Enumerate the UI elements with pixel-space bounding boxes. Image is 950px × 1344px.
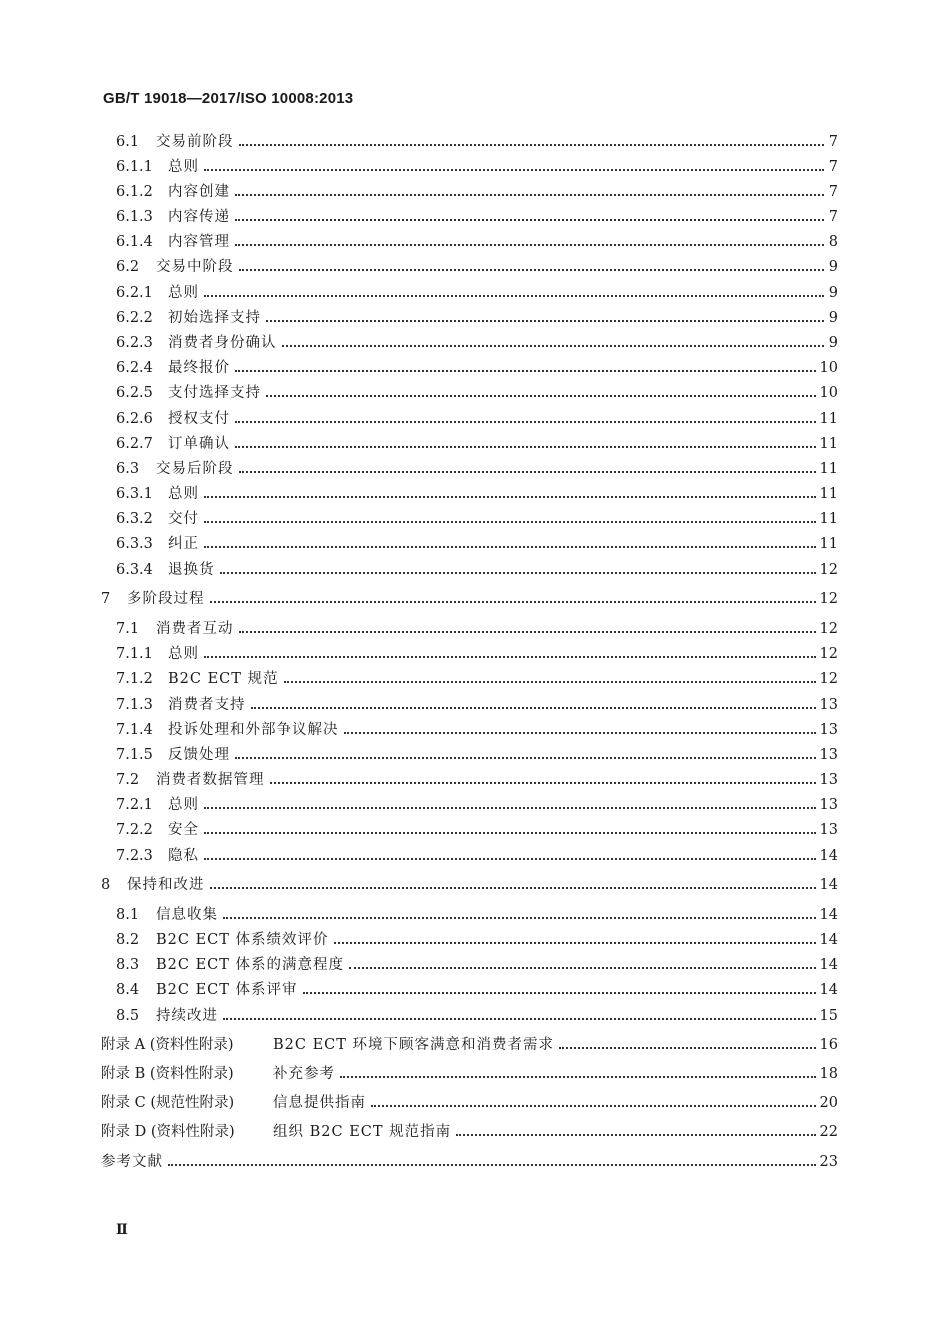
toc-entry-page: 14: [819, 848, 838, 864]
toc-entry-page: 14: [819, 907, 838, 923]
toc-entry-number: 7.2.3: [116, 848, 153, 864]
toc-entry-title: 支付选择支持: [168, 385, 261, 401]
toc-entry-number: 附录 A (资料性附录): [101, 1037, 234, 1053]
toc-entry[interactable]: [116, 207, 838, 227]
toc-entry-number: 6.1: [116, 134, 140, 150]
toc-entry-number: 6.1.4: [116, 234, 153, 250]
dot-leader: [235, 446, 816, 448]
toc-entry-number: 6.1.3: [116, 209, 153, 225]
page-number-roman: Ⅱ: [116, 1222, 128, 1238]
toc-entry-page: 12: [819, 646, 838, 662]
toc-entry-number: 6.2.7: [116, 436, 153, 452]
toc-entry-page: 13: [819, 822, 838, 838]
toc-entry-title: B2C ECT 体系评审: [156, 982, 298, 998]
toc-entry-title: 交付: [168, 511, 199, 527]
toc-entry-number: 附录 C (规范性附录): [101, 1095, 235, 1111]
toc-entry[interactable]: [116, 358, 838, 378]
toc-entry[interactable]: [116, 333, 838, 353]
toc-entry[interactable]: [116, 695, 838, 715]
toc-entry-title: B2C ECT 体系绩效评价: [156, 932, 329, 948]
toc-entry-page: 13: [819, 797, 838, 813]
dot-leader: [204, 295, 824, 297]
toc-entry[interactable]: [116, 955, 838, 975]
toc-entry-number: 8.1: [116, 907, 140, 923]
toc-entry-title: 交易后阶段: [156, 461, 234, 477]
toc-entry-title: 消费者互动: [156, 621, 234, 637]
dot-leader: [340, 1076, 816, 1078]
toc-entry-page: 13: [819, 772, 838, 788]
dot-leader: [204, 496, 816, 498]
dot-leader: [239, 471, 816, 473]
toc-entry-title: 补充参考: [273, 1066, 335, 1082]
toc-entry-title: 总则: [168, 646, 199, 662]
toc-entry-page: 23: [819, 1154, 838, 1170]
toc-entry-number: 7: [101, 591, 111, 607]
toc-entry-title: 总则: [168, 486, 199, 502]
toc-entry-title: B2C ECT 体系的满意程度: [156, 957, 345, 973]
toc-entry-page: 20: [819, 1095, 838, 1111]
dot-leader: [270, 782, 816, 784]
toc-entry-title: 安全: [168, 822, 199, 838]
toc-entry-title: 总则: [168, 797, 199, 813]
toc-entry-title: 信息提供指南: [273, 1095, 366, 1111]
dot-leader: [235, 194, 824, 196]
toc-entry-number: 6.2.5: [116, 385, 153, 401]
toc-entry[interactable]: [101, 1152, 838, 1172]
toc-entry-number: 6.2.4: [116, 360, 153, 376]
toc-entry-number: 7.1.1: [116, 646, 153, 662]
toc-entry-page: 13: [819, 722, 838, 738]
toc-entry-number: 6.3.3: [116, 536, 153, 552]
toc-entry-number: 附录 B (资料性附录): [101, 1066, 234, 1082]
toc-entry-number: 8.3: [116, 957, 140, 973]
toc-entry-title: 订单确认: [168, 436, 230, 452]
toc-entry-number: 6.3: [116, 461, 140, 477]
toc-entry[interactable]: [116, 383, 838, 403]
toc-entry-title: 授权支付: [168, 411, 230, 427]
toc-entry[interactable]: [116, 409, 838, 429]
toc-entry-page: 14: [819, 957, 838, 973]
toc-entry-number: 6.2.2: [116, 310, 153, 326]
dot-leader: [371, 1105, 816, 1107]
toc-entry-title: 内容管理: [168, 234, 230, 250]
dot-leader: [204, 656, 816, 658]
toc-entry-number: 7.1: [116, 621, 140, 637]
toc-entry-page: 10: [819, 385, 838, 401]
toc-entry-page: 13: [819, 747, 838, 763]
toc-entry-number: 6.1.2: [116, 184, 153, 200]
dot-leader: [282, 345, 825, 347]
toc-entry[interactable]: [116, 509, 838, 529]
toc-entry[interactable]: [116, 820, 838, 840]
toc-entry[interactable]: [116, 846, 838, 866]
dot-leader: [239, 144, 825, 146]
toc-entry-title: B2C ECT 环境下顾客满意和消费者需求: [273, 1037, 555, 1053]
standard-header: GB/T 19018—2017/ISO 10008:2013: [103, 90, 354, 107]
toc-entry[interactable]: [101, 1064, 838, 1084]
toc-entry-title: 纠正: [168, 536, 199, 552]
toc-entry-title: 信息收集: [156, 907, 218, 923]
toc-entry-page: 18: [819, 1066, 838, 1082]
toc-entry[interactable]: [116, 930, 838, 950]
toc-entry-title: 初始选择支持: [168, 310, 261, 326]
toc-entry-title: 隐私: [168, 848, 199, 864]
toc-entry[interactable]: [116, 534, 838, 554]
toc-entry-title: 交易前阶段: [156, 134, 234, 150]
toc-entry-page: 11: [819, 461, 838, 477]
toc-entry-page: 22: [819, 1124, 838, 1140]
toc-entry-title: 内容传递: [168, 209, 230, 225]
dot-leader: [210, 887, 816, 889]
toc-entry[interactable]: [116, 182, 838, 202]
dot-leader: [204, 169, 824, 171]
toc-entry-page: 7: [828, 184, 838, 200]
toc-entry[interactable]: [101, 589, 838, 609]
toc-entry-number: 7.2: [116, 772, 140, 788]
toc-entry-title: 持续改进: [156, 1008, 218, 1024]
toc-entry-title: 反馈处理: [168, 747, 230, 763]
toc-entry-page: 14: [819, 982, 838, 998]
toc-entry-number: 7.1.2: [116, 671, 153, 687]
toc-entry-number: 7.2.1: [116, 797, 153, 813]
toc-entry-title: 多阶段过程: [127, 591, 205, 607]
toc-entry[interactable]: [116, 459, 838, 479]
toc-entry[interactable]: [116, 770, 838, 790]
dot-leader: [204, 858, 816, 860]
toc-entry-title: 交易中阶段: [156, 259, 234, 275]
dot-leader: [235, 219, 824, 221]
dot-leader: [204, 832, 816, 834]
toc-entry-page: 7: [828, 159, 838, 175]
toc-entry-title: 参考文献: [101, 1154, 163, 1170]
toc-entry-title: 最终报价: [168, 360, 230, 376]
dot-leader: [284, 681, 816, 683]
toc-entry[interactable]: [116, 157, 838, 177]
toc-entry-number: 6.3.2: [116, 511, 153, 527]
toc-entry[interactable]: [101, 1122, 838, 1142]
dot-leader: [239, 269, 825, 271]
dot-leader: [235, 421, 816, 423]
toc-entry-page: 11: [819, 411, 838, 427]
dot-leader: [210, 601, 816, 603]
toc-entry-number: 7.1.3: [116, 697, 153, 713]
toc-entry-title: 消费者数据管理: [156, 772, 265, 788]
dot-leader: [251, 707, 816, 709]
toc-entry-title: 总则: [168, 159, 199, 175]
toc-entry[interactable]: [116, 560, 838, 580]
dot-leader: [334, 942, 816, 944]
dot-leader: [559, 1047, 816, 1049]
toc-entry-number: 6.2.1: [116, 285, 153, 301]
toc-entry-title: 组织 B2C ECT 规范指南: [273, 1124, 452, 1140]
dot-leader: [344, 732, 816, 734]
dot-leader: [266, 320, 824, 322]
dot-leader: [456, 1134, 815, 1136]
toc-entry-number: 6.2.3: [116, 335, 153, 351]
toc-entry-title: 消费者支持: [168, 697, 246, 713]
toc-entry-page: 14: [819, 877, 838, 893]
toc-entry[interactable]: [116, 644, 838, 664]
dot-leader: [204, 521, 816, 523]
toc-entry-title: 消费者身份确认: [168, 335, 277, 351]
dot-leader: [266, 395, 816, 397]
toc-entry-page: 9: [828, 310, 838, 326]
toc-entry-page: 7: [828, 134, 838, 150]
toc-entry[interactable]: [116, 283, 838, 303]
toc-entry-page: 8: [828, 234, 838, 250]
toc-entry[interactable]: [116, 745, 838, 765]
dot-leader: [220, 572, 816, 574]
toc-entry[interactable]: [116, 257, 838, 277]
toc-entry[interactable]: [101, 1093, 838, 1113]
dot-leader: [204, 546, 816, 548]
toc-entry[interactable]: [116, 905, 838, 925]
toc-entry[interactable]: [101, 1035, 838, 1055]
toc-entry-title: 退换货: [168, 562, 215, 578]
toc-entry-page: 9: [828, 335, 838, 351]
toc-entry-page: 10: [819, 360, 838, 376]
toc-entry-number: 7.1.5: [116, 747, 153, 763]
toc-entry[interactable]: [116, 132, 838, 152]
toc-entry-number: 8: [101, 877, 111, 893]
toc-entry-page: 11: [819, 536, 838, 552]
toc-entry-page: 9: [828, 285, 838, 301]
toc-entry-page: 16: [819, 1037, 838, 1053]
toc-entry-page: 11: [819, 511, 838, 527]
toc-entry[interactable]: [116, 720, 838, 740]
toc-entry-title: 总则: [168, 285, 199, 301]
toc-entry-number: 6.2.6: [116, 411, 153, 427]
toc-entry-number: 6.2: [116, 259, 140, 275]
toc-entry-number: 7.2.2: [116, 822, 153, 838]
toc-entry[interactable]: [116, 1006, 838, 1026]
dot-leader: [204, 807, 816, 809]
toc-entry-title: 内容创建: [168, 184, 230, 200]
toc-entry-page: 12: [819, 621, 838, 637]
toc-entry[interactable]: [116, 669, 838, 689]
toc-entry[interactable]: [116, 484, 838, 504]
toc-entry-number: 6.3.1: [116, 486, 153, 502]
dot-leader: [349, 967, 816, 969]
toc-entry[interactable]: [116, 434, 838, 454]
toc-entry[interactable]: [116, 795, 838, 815]
toc-entry-title: 投诉处理和外部争议解决: [168, 722, 339, 738]
toc-entry[interactable]: [116, 308, 838, 328]
toc-entry-number: 7.1.4: [116, 722, 153, 738]
toc-entry-number: 6.1.1: [116, 159, 153, 175]
dot-leader: [223, 917, 816, 919]
toc-entry-page: 12: [819, 562, 838, 578]
dot-leader: [235, 757, 816, 759]
toc-entry[interactable]: [116, 232, 838, 252]
toc-entry-number: 8.2: [116, 932, 140, 948]
toc-entry-number: 附录 D (资料性附录): [101, 1124, 235, 1140]
dot-leader: [239, 631, 816, 633]
toc-entry[interactable]: [101, 875, 838, 895]
toc-entry-page: 14: [819, 932, 838, 948]
toc-entry-page: 11: [819, 486, 838, 502]
dot-leader: [235, 370, 816, 372]
toc-entry[interactable]: [116, 980, 838, 1000]
dot-leader: [303, 992, 816, 994]
toc-entry-number: 8.5: [116, 1008, 140, 1024]
toc-entry-title: B2C ECT 规范: [168, 671, 279, 687]
toc-entry-page: 12: [819, 671, 838, 687]
dot-leader: [235, 244, 824, 246]
toc-entry-page: 13: [819, 697, 838, 713]
toc-entry[interactable]: [116, 619, 838, 639]
toc-entry-page: 15: [819, 1008, 838, 1024]
toc-entry-page: 11: [819, 436, 838, 452]
dot-leader: [223, 1018, 816, 1020]
toc-entry-number: 6.3.4: [116, 562, 153, 578]
toc-entry-page: 12: [819, 591, 838, 607]
toc-entry-title: 保持和改进: [127, 877, 205, 893]
toc-entry-page: 9: [828, 259, 838, 275]
toc-entry-page: 7: [828, 209, 838, 225]
dot-leader: [168, 1164, 816, 1166]
toc-entry-number: 8.4: [116, 982, 140, 998]
